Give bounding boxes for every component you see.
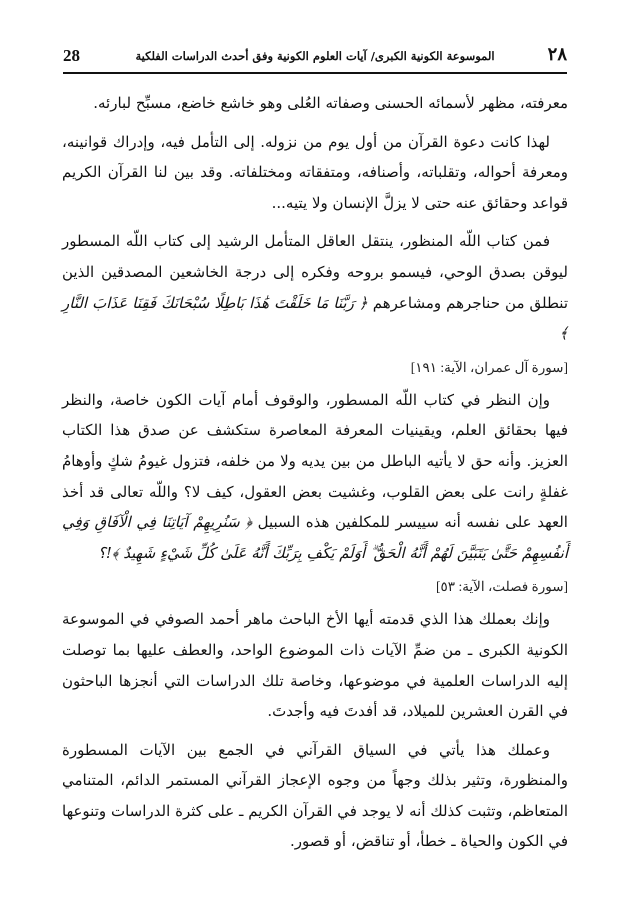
paragraph-6: وعملك هذا يأتي في السياق القرآني في الجمع بين الآيات المسطورة والمنظورة، وتثير بذلك وجهاً من وجوه الإعجاز القرآني المستمر الدائم، المتنامي المتعاظم، وتثبت كذلك أنه لا يوجد في القرآن الكريم ـ على كثرة الدراسات وتنوعها في الكون والحياة ـ خطأ، أو تناقض، أو قصور. xyxy=(62,740,568,851)
paragraph-4-text: وإن النظر في كتاب اللّه المسطور، والوقوف أمام آيات الكون خاصة، والنظر فيها بحقائق العلم، ويقينيات المعرفة المعاصرة ستكشف عن صدق هذا الكتاب العزيز. وأنه حق لا يأتيه الباطل من بين يديه ولا من خلفه، فتزول غيومُ شكٍ وأوهامُ غفلةٍ رانت على بعض القلوب، وغشيت بعض العقول، كيف لا؟ واللّه تعالى قد أخذ العهد على نفسه أنه سييسر للمكلفين هذه السبيل xyxy=(62,390,568,532)
paragraph-2: لهذا كانت دعوة القرآن من أول يوم من نزوله. إلى التأمل فيه، وإدراك قوانينه، ومعرفة أحواله، وتقلباته، وأصنافه، ومتفقاته ومختلفاته. وقد بين لنا القرآن الكريم قواعد وحقائق عنه حتى لا يزلَّ الإنسان ولا يتيه... xyxy=(62,132,568,212)
paragraph-3-text: فمن كتاب اللّه المنظور، ينتقل العاقل المتأمل الرشيد إلى كتاب اللّه المسطور ليوقن بصدق الوحي، فيسمو بروحه وفكره إلى درجة الخاشعين المصدقين الذين تنطلق من حناجرهم ومشاعرهم xyxy=(62,232,569,312)
page-number-latin: 28 xyxy=(63,46,80,65)
quran-verse-2: ﴿ سَنُرِيهِمْ آيَاتِنَا فِي الْآفَاقِ وَفِي أَنفُسِهِمْ حَتَّىٰ يَتَبَيَّنَ لَهُمْ أَنَّهُ الْحَقُّ ۗ أَوَلَمْ يَكْفِ بِرَبِّكَ أَنَّهُ عَلَىٰ كُلِّ شَيْءٍ شَهِيدٌ ﴾!؟ xyxy=(62,513,568,562)
page-number-arabic: ٢٨ xyxy=(547,44,567,65)
paragraph-5: وإنك بعملك هذا الذي قدمته أيها الأخ الباحث ماهر أحمد الصوفي في الموسوعة الكونية الكبرى ـ من ضمِّ الآيات ذات الموضوع الواحد، والعطف عليها بما توصلت إليه الدراسات العلمية في موضوعها، وخاصة تلك الدراسات التي أنجزها الباحثون في القرن العشرين للميلاد، قد أفدتَ فيه وأجدتَ. xyxy=(62,610,568,721)
running-title: الموسوعة الكونية الكبرى/ آيات العلوم الكونية وفق أحدث الدراسات الفلكية xyxy=(135,49,495,63)
page-header xyxy=(63,42,567,74)
verse-reference-1: [سورة آل عمران، الآية: ١٩١] xyxy=(410,359,568,375)
quran-verse-1: ﴿ رَبَّنَا مَا خَلَقْتَ هَٰذَا بَاطِلًا سُبْحَانَكَ فَقِنَا عَذَابَ النَّارِ ﴾ xyxy=(62,293,568,343)
verse-reference-2: [سورة فصلت، الآية: ٥٣] xyxy=(436,579,568,595)
paragraph-4 xyxy=(62,385,568,569)
page-body xyxy=(62,88,568,857)
paragraph-3 xyxy=(62,226,568,348)
paragraph-1: معرفته، مظهر لأسمائه الحسنى وصفاته العُلى وهو خاشع خاضع، مسبِّح لبارئه. xyxy=(93,94,568,112)
